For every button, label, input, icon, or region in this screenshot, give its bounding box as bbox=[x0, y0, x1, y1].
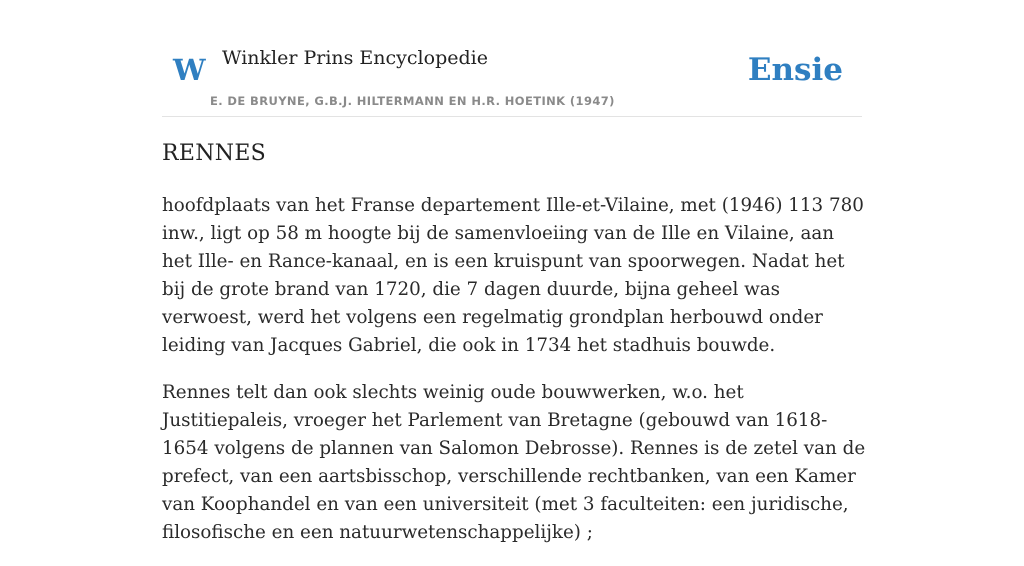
entry-title: RENNES bbox=[162, 141, 267, 166]
page bbox=[162, 0, 866, 543]
winkler-prins-logo[interactable]: W bbox=[173, 53, 206, 87]
entry-paragraph: hoofdplaats van het Franse departement Ille-et-Vilaine, met (1946) 113 780 inw., ligt op 58 m hoogte bij de samenvloeiing van de Ille en Vilaine, aan het Ille- en Rance-kanaal, en is een kruispunt van spoorwegen. Nadat het bij de grote brand van 1720, die 7 dagen duurde, bijna geheel was verwoest, werd het volgens een regelmatig grondplan herbouwd onder leiding van Jacques Gabriel, die ook in 1734 het stadhuis bouwde. bbox=[162, 195, 864, 356]
entry-paragraph: Rennes telt dan ook slechts weinig oude bouwwerken, w.o. het Justitiepaleis, vroeger het Parlement van Bretagne (gebouwd van 1618-1654 volgens de plannen van Salomon Debrosse). Rennes is de zetel van de prefect, van een aartsbisschop, verschillende rechtbanken, van een Kamer van Koophandel en van een universiteit (met 3 faculteiten: een juridische, filosofische en een natuurwetenschappelijke) ; bbox=[162, 382, 866, 543]
entry-body bbox=[162, 192, 867, 566]
book-title[interactable]: Winkler Prins Encyclopedie bbox=[222, 47, 488, 69]
ensie-logo[interactable]: Ensie bbox=[747, 52, 843, 88]
header bbox=[162, 0, 862, 117]
book-authors: E. DE BRUYNE, G.B.J. HILTERMANN EN H.R. HOETINK (1947) bbox=[210, 94, 615, 108]
